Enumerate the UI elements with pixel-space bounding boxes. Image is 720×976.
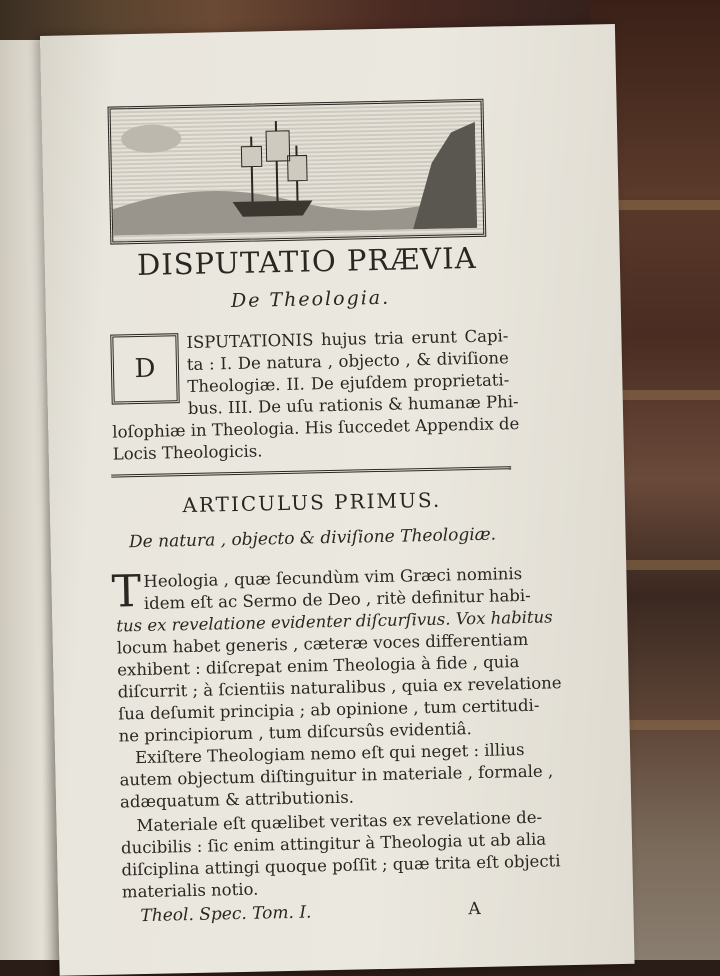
body-line: Exiſtere Theologiam nemo eſt qui neget : illius xyxy=(134,740,525,768)
initial-letter: T xyxy=(111,566,142,618)
body-line: diſciplina attingi quoque poſſit ; quæ trita eſt objecti xyxy=(121,851,561,880)
body-line: ne principiorum , tum diſcursûs evidentiâ. xyxy=(118,719,472,746)
intro-line: bus. III. De uſu rationis & humanæ Phi- xyxy=(187,392,519,418)
divider-rule xyxy=(111,466,511,477)
body-line: tus ex revelatione evidenter diſcurſivus. Vox habitus xyxy=(116,607,553,636)
body-line: autem objectum diſtinguitur in materiale , formale , xyxy=(119,761,554,790)
book-page xyxy=(40,24,635,976)
drop-cap-ornament xyxy=(110,333,179,404)
intro-line: Theologiæ. II. De ejuſdem proprietati- xyxy=(187,370,510,396)
gathering-mark: A xyxy=(468,898,481,920)
body-line: diſcurrit ; à ſcientiis naturalibus , quia ex revelatione xyxy=(117,673,562,702)
page-title: DISPUTATIO PRÆVIA xyxy=(136,240,477,283)
intro-line: ta : I. De natura , objecto , & diviſione xyxy=(186,348,510,374)
ship-engraving-image xyxy=(107,99,486,245)
body-line: ſua deſumit principia ; ab opinione , tum certitudi- xyxy=(118,695,540,724)
body-line: ducibilis : ſic enim attingitur à Theologia ut ab alia xyxy=(120,829,547,858)
intro-line: Locis Theologicis. xyxy=(112,441,263,464)
article-title: ARTICULUS PRIMUS. xyxy=(182,487,442,518)
body-line: materialis notio. xyxy=(121,879,259,902)
body-line: Heologia , quæ ſecundùm vim Græci nominis xyxy=(143,564,523,591)
intro-line: ISPUTATIONIS hujus tria erunt Capi- xyxy=(186,326,509,352)
article-subtitle: De natura , objecto & diviſione Theologiæ. xyxy=(128,524,497,553)
page-subtitle: De Theologia. xyxy=(230,286,391,313)
body-line: exhibent : diſcrepat enim Theologia à fide , quia xyxy=(117,652,520,680)
intro-line: loſophiæ in Theologia. His ſuccedet Appendix de xyxy=(112,414,520,442)
body-line: locum habet generis , cæteræ voces differentiam xyxy=(116,629,529,658)
signature-mark: Theol. Spec. Tom. I. xyxy=(140,902,312,927)
body-line: Materiale eſt quælibet veritas ex revelatione de- xyxy=(136,807,543,836)
drop-cap: D xyxy=(134,353,156,385)
body-line: adæquatum & attributionis. xyxy=(119,787,355,812)
body-line: idem eſt ac Sermo de Deo , ritè definitur habi- xyxy=(143,585,531,613)
